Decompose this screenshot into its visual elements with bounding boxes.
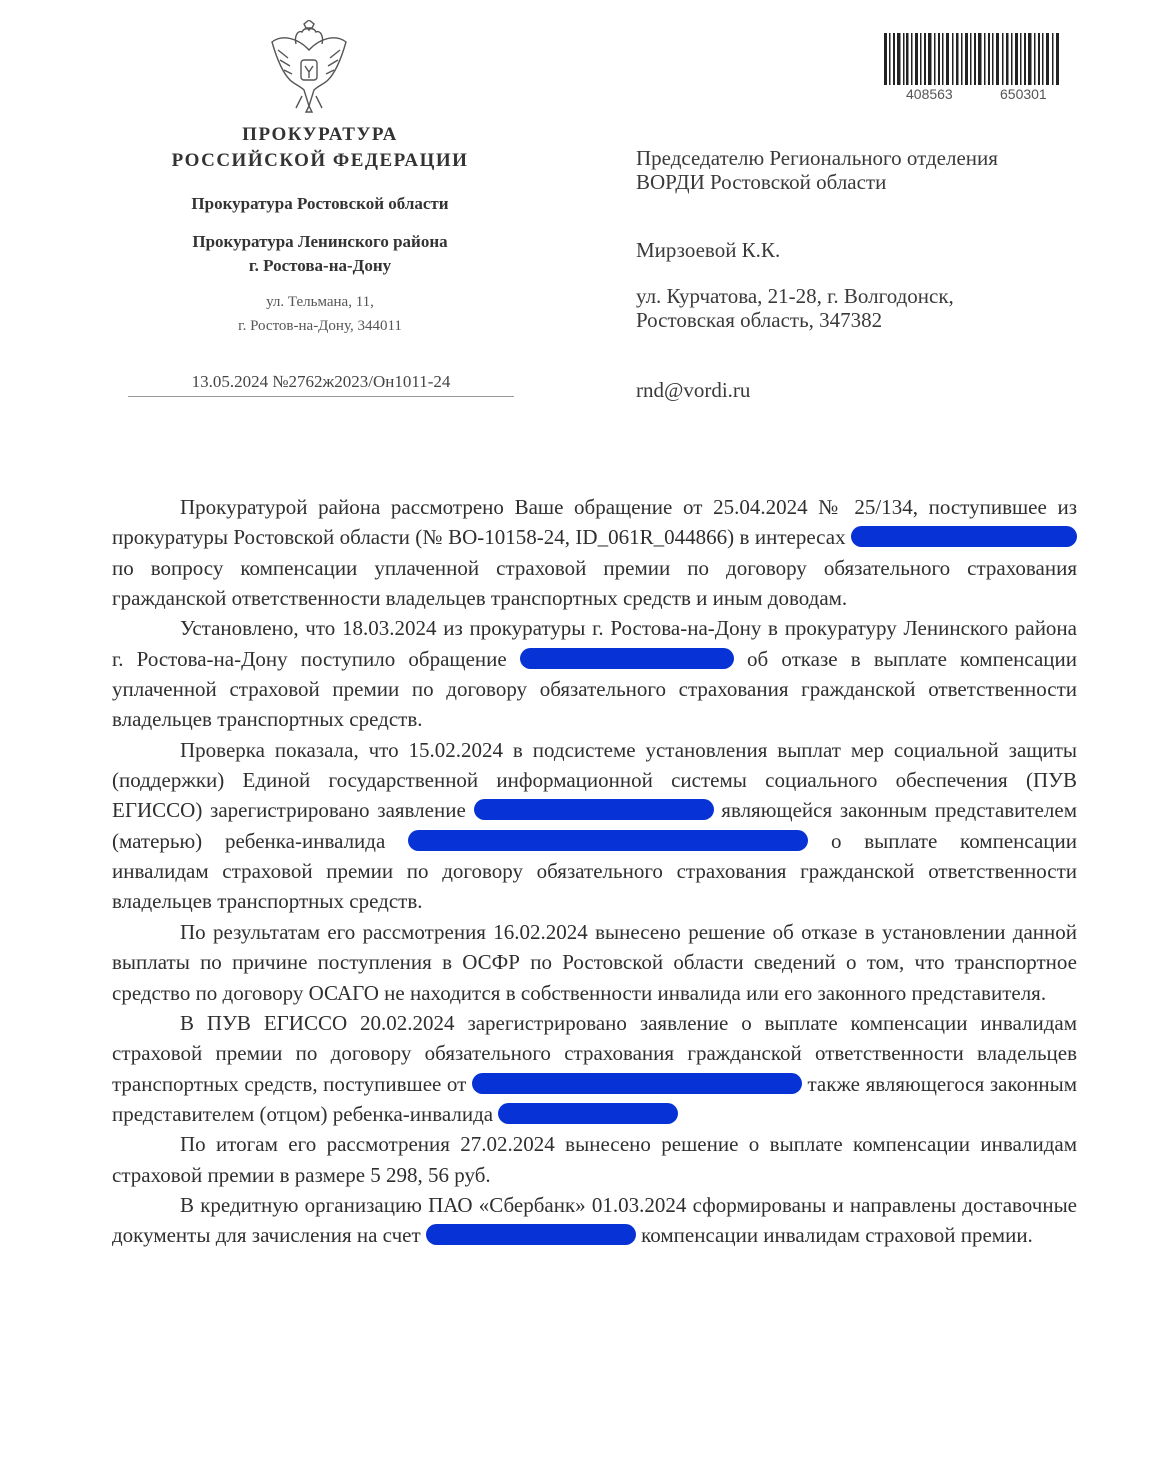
barcode — [884, 33, 1060, 85]
p1-text-a: Прокуратурой района рассмотрено Ваше обращение от 25.04.2024 № 25/134, поступившее из прокуратуры Ростовской области (№ ВО-10158-24, ID_061R_044866) в интересах — [112, 495, 1077, 550]
p7-text-b: компенсации инвалидам страховой премии. — [641, 1223, 1033, 1248]
p3-text-c: о выплате компенсации инвалидам страховой премии по договору обязательного страхования гражданской ответственности владельцев транспортных средств. — [112, 828, 1077, 914]
letter-body — [112, 492, 1077, 1251]
barcode-number-right: 650301 — [1000, 86, 1047, 102]
p3-text-a: Проверка показала, что 15.02.2024 в подсистеме установления выплат мер социальной защиты (поддержки) Единой государственной информационной системы социального обеспечения (ПУВ ЕГИССО) зарегистрировано заявление — [112, 737, 1077, 823]
p7-text-a: В кредитную организацию ПАО «Сбербанк» 01.03.2024 сформированы и направлены доставочные документы для зачисления на счет — [112, 1192, 1077, 1248]
p5-text-a: В ПУВ ЕГИССО 20.02.2024 зарегистрировано заявление о выплате компенсации инвалидам страховой премии по договору обязательного страхования гражданской ответственности владельцев транспортных средств, поступившее от — [112, 1010, 1077, 1096]
paragraph-6: По итогам его рассмотрения 27.02.2024 вынесено решение о выплате компенсации инвалидам страховой премии в размере 5 298, 56 руб. — [112, 1132, 1077, 1187]
p3-text-b: являющейся законным представителем (матерью) ребенка-инвалида — [112, 798, 1078, 853]
org-line-2: РОССИЙСКОЙ ФЕДЕРАЦИИ — [171, 150, 469, 171]
paragraph-3 — [112, 735, 1077, 917]
redaction-mark — [408, 830, 808, 851]
paragraph-5 — [112, 1008, 1077, 1129]
p1-text-b: по вопросу компенсации уплаченной страховой премии по договору обязательного страхования гражданской ответственности владельцев транспортных средств и иным доводам. — [112, 555, 1077, 611]
redaction-mark — [851, 526, 1077, 547]
recipient-email: rnd@vordi.ru — [636, 378, 751, 402]
org-header — [120, 122, 520, 174]
recipient-address: ул. Курчатова, 21-28, г. Волгодонск, Ростовская область, 347382 — [636, 284, 954, 332]
org-regional: Прокуратура Ростовской области — [191, 194, 449, 213]
registration-line — [128, 372, 514, 397]
p2-text-b: об отказе в выплате компенсации уплаченной страховой премии по договору обязательного страхования гражданской ответственности владельцев транспортных средств. — [112, 646, 1077, 732]
org-district — [120, 230, 520, 278]
barcode-number-left: 408563 — [906, 86, 953, 102]
org-district-line-1: Прокуратура Ленинского района — [192, 232, 448, 251]
redaction-mark — [498, 1103, 678, 1124]
recipient-name: Мирзоевой К.К. — [636, 238, 781, 262]
paragraph-7 — [112, 1190, 1077, 1251]
address-line-1: ул. Тельмана, 11, — [266, 294, 374, 310]
redaction-mark — [474, 799, 714, 820]
org-line-1: ПРОКУРАТУРА — [242, 124, 398, 145]
redaction-mark — [426, 1224, 636, 1245]
reg-date: 13.05.2024 — [191, 372, 269, 391]
recipient-title: Председателю Регионального отделения ВОРДИ Ростовской области — [636, 146, 998, 194]
paragraph-1 — [112, 492, 1077, 613]
redaction-mark — [520, 648, 734, 669]
coat-of-arms-emblem — [268, 20, 350, 114]
org-district-line-2: г. Ростова-на-Дону — [248, 256, 392, 275]
reg-number: №2762ж2023/Он1011-24 — [272, 372, 451, 391]
p5-text-b: также являющегося законным представителем (отцом) ребенка-инвалида — [112, 1071, 1077, 1126]
redaction-mark — [472, 1073, 802, 1094]
org-address — [120, 290, 520, 338]
address-line-2: г. Ростов-на-Дону, 344011 — [238, 318, 402, 334]
p2-text-a: Установлено, что 18.03.2024 из прокуратуры г. Ростова-на-Дону в прокуратуру Ленинского района г. Ростова-на-Дону поступило обращение — [112, 616, 1077, 671]
paragraph-2 — [112, 613, 1077, 734]
paragraph-4: По результатам его рассмотрения 16.02.2024 вынесено решение об отказе в установлении данной выплаты по причине поступления в ОСФР по Ростовской области сведений о том, что транспортное средство по договору ОСАГО не находится в собственности инвалида или его законного представителя. — [112, 919, 1077, 1005]
